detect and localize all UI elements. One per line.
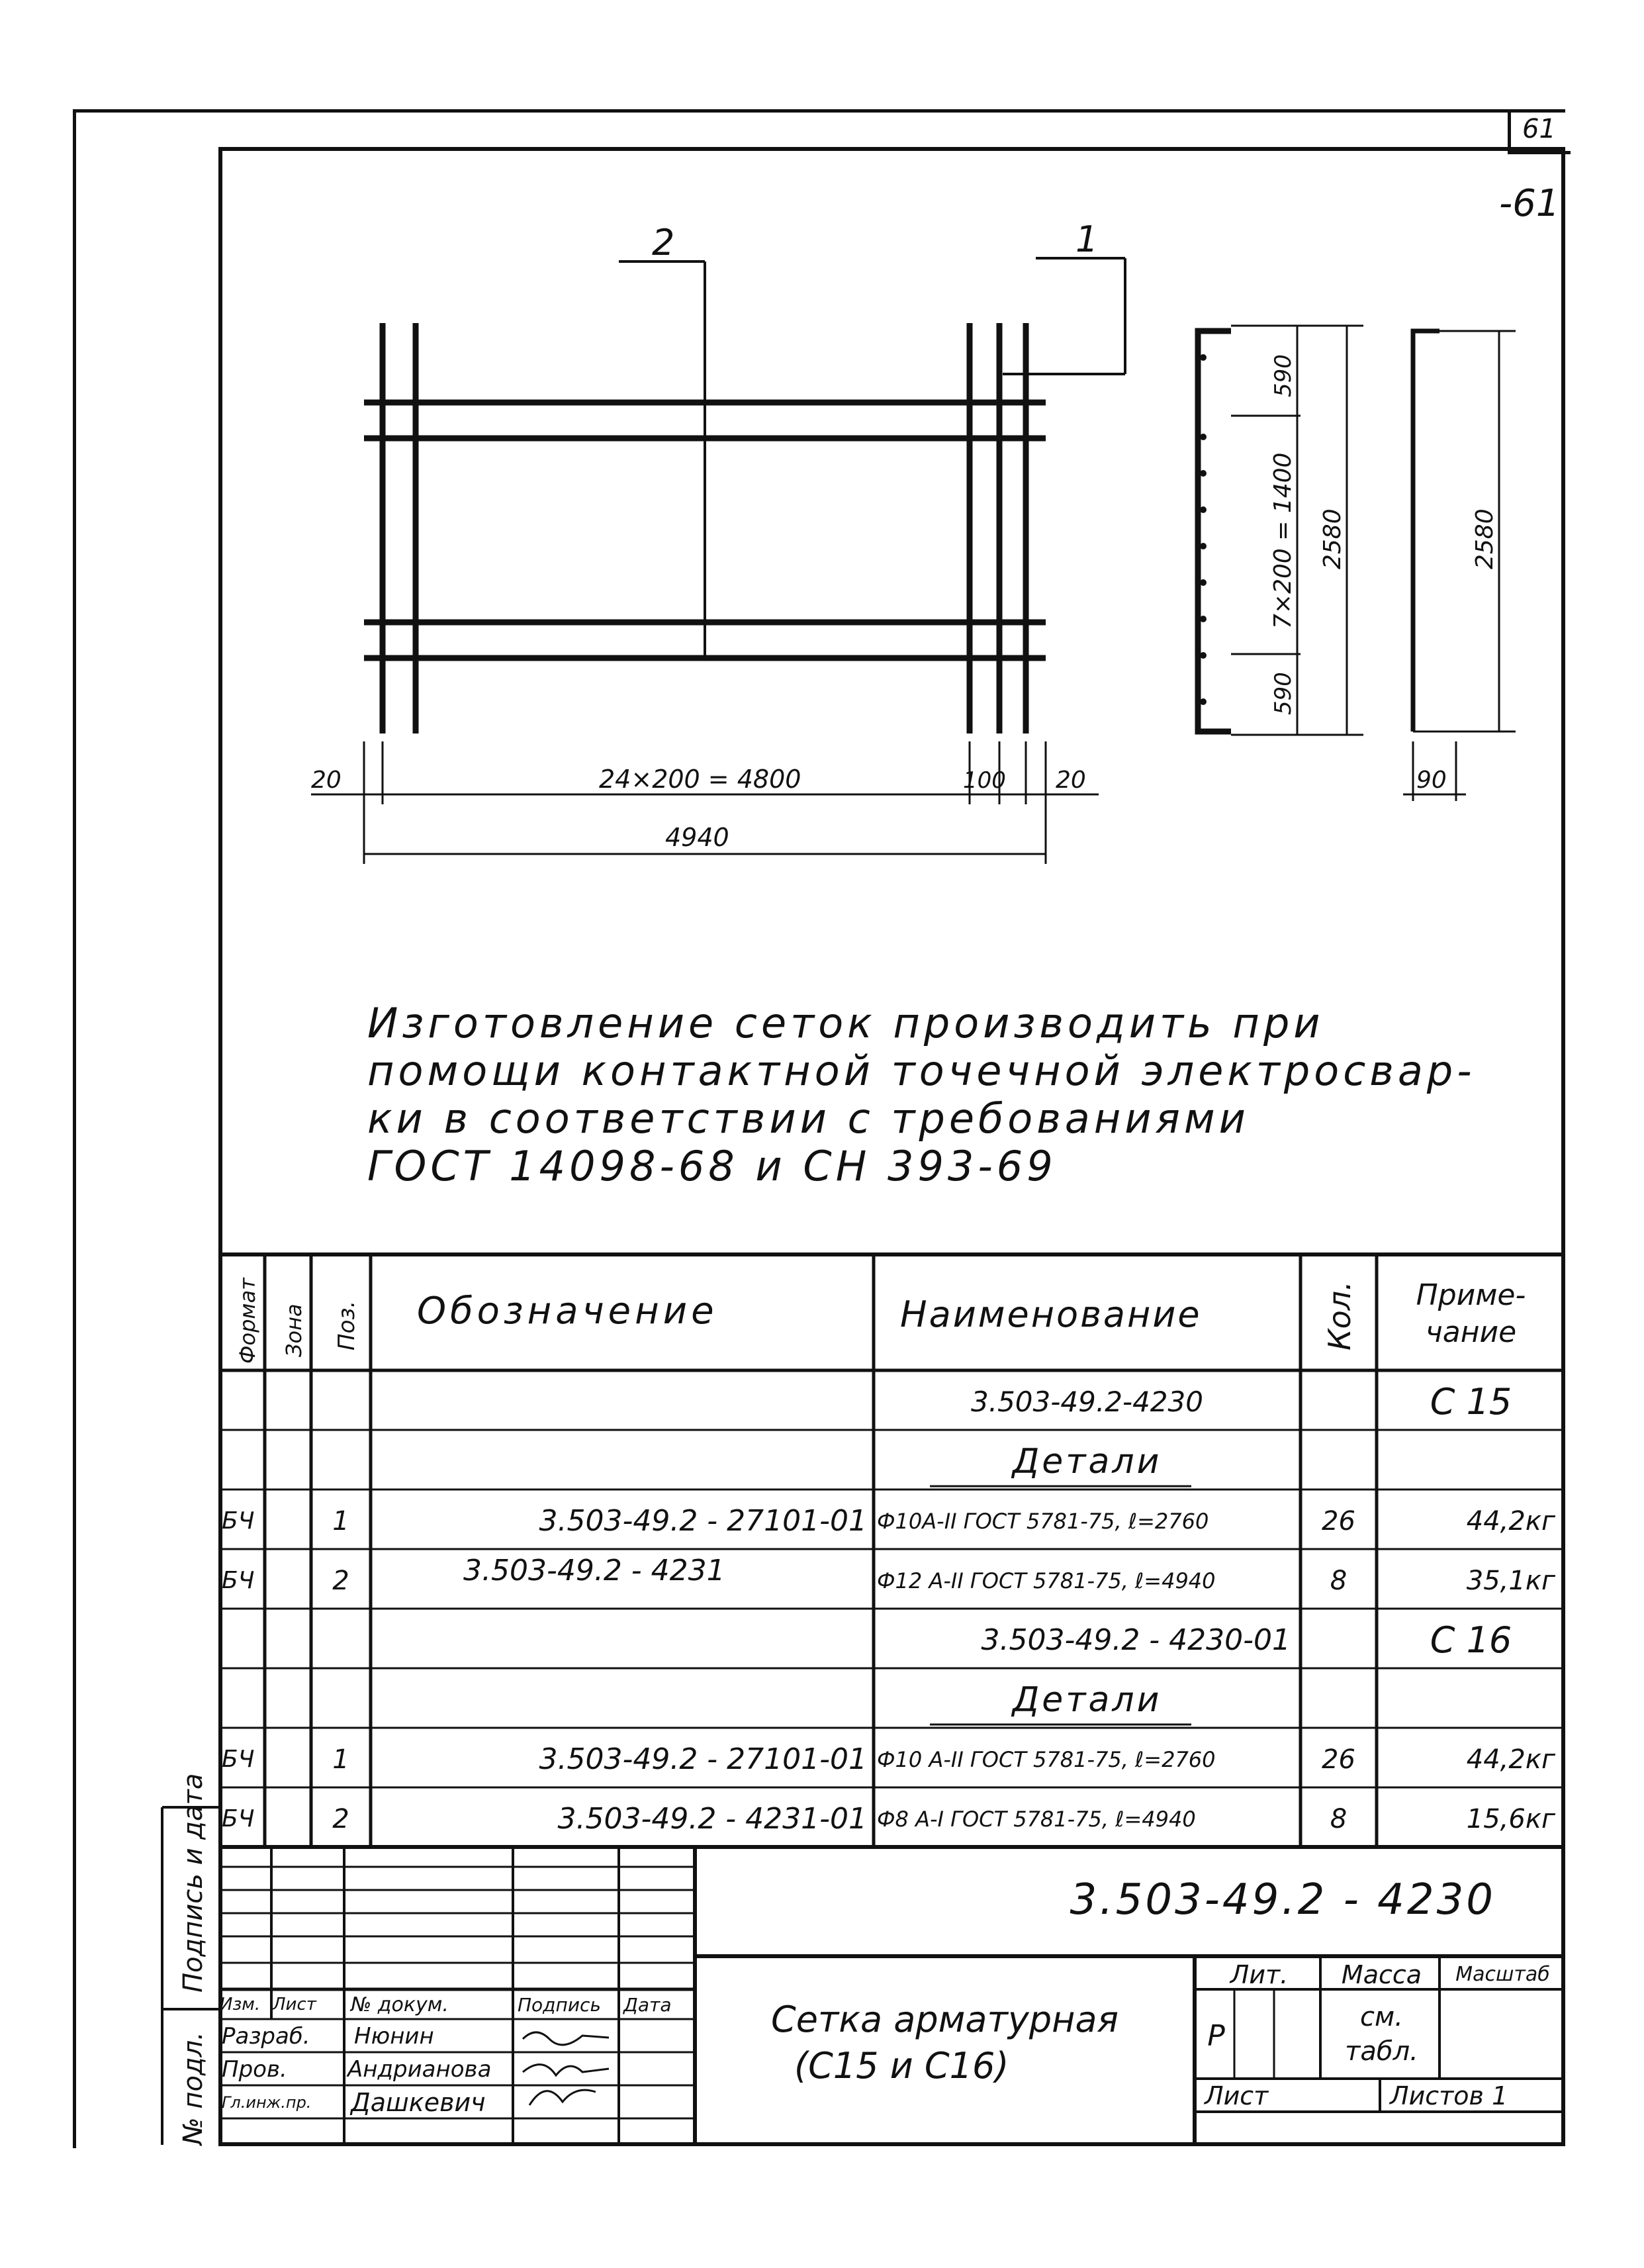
side-label-sign-date: Подпись и дата — [178, 1773, 208, 1993]
col-date: Дата — [623, 1993, 672, 2016]
row-qty: 8 — [1330, 1803, 1347, 1834]
row-name: 3.503-49.2-4230 — [971, 1386, 1203, 1418]
doc-number: 3.503-49.2 - 4230 — [1070, 1875, 1496, 1924]
row-name: Ф8 А-I ГОСТ 5781-75, ℓ=4940 — [877, 1806, 1196, 1832]
role-checker: Пров. — [222, 2055, 287, 2083]
row-designation: 3.503-49.2 - 27101-01 — [539, 1504, 867, 1538]
row-format: БЧ — [222, 1805, 255, 1832]
mass-value: см. табл. — [1345, 2001, 1418, 2067]
row-pos: 2 — [332, 1803, 349, 1834]
row-designation: 3.503-49.2 - 4231-01 — [557, 1802, 867, 1836]
row-pos: 2 — [332, 1565, 349, 1596]
page-number: 61 — [1522, 114, 1556, 144]
note-line-3: ки в соответствии с требованиями — [367, 1094, 1250, 1143]
corner-note: -61 — [1499, 182, 1560, 225]
callout-pos1: 1 — [1075, 218, 1099, 260]
note-line-1: Изготовление сеток производить при — [367, 999, 1324, 1047]
row-designation: 3.503-49.2 - 4231 — [463, 1554, 725, 1587]
col-sign: Подпись — [518, 1993, 601, 2016]
row-pos: 1 — [332, 1505, 349, 1536]
header-pos: Поз. — [334, 1300, 360, 1350]
row-qty: 26 — [1322, 1505, 1355, 1536]
row-note: 15,6кг — [1466, 1803, 1555, 1834]
dim-main-span: 24×200 = 4800 — [599, 765, 801, 794]
row-designation: 3.503-49.2 - 27101-01 — [539, 1742, 867, 1776]
scale-label: Масштаб — [1455, 1963, 1550, 1986]
drawing-title-line2: (С15 и С16) — [794, 2044, 1009, 2087]
callout-pos2: 2 — [652, 222, 675, 263]
row-name: Ф10 А-II ГОСТ 5781-75, ℓ=2760 — [877, 1746, 1216, 1772]
header-designation: Обозначение — [417, 1289, 718, 1333]
row-name: Ф12 А-II ГОСТ 5781-75, ℓ=4940 — [877, 1568, 1216, 1593]
name-checker: Андрианова — [347, 2055, 492, 2083]
dim-upper-590: 590 — [1270, 354, 1297, 397]
header-note: Приме-чание — [1416, 1278, 1526, 1349]
header-qty: Кол. — [1322, 1281, 1357, 1350]
row-name: Детали — [1012, 1441, 1162, 1482]
dim-middle-span: 7×200 = 1400 — [1269, 452, 1297, 629]
sheet-label: Лист — [1205, 2081, 1269, 2110]
role-developer: Разраб. — [222, 2022, 310, 2050]
row-format: БЧ — [222, 1567, 255, 1594]
role-chief-engineer: Гл.инж.пр. — [222, 2093, 312, 2112]
signatures — [516, 2019, 616, 2118]
row-note: С 15 — [1430, 1381, 1512, 1423]
side-label-orig: № подл. — [178, 2032, 208, 2145]
dim-hook-90: 90 — [1416, 767, 1447, 794]
row-qty: 26 — [1322, 1744, 1355, 1775]
dim-gap-100: 100 — [963, 767, 1006, 794]
header-format: Формат — [235, 1278, 260, 1364]
name-chief-engineer: Дашкевич — [351, 2087, 486, 2117]
row-name: Ф10А-II ГОСТ 5781-75, ℓ=2760 — [877, 1508, 1209, 1534]
header-zone: Зона — [281, 1303, 306, 1357]
lit-label: Лит. — [1230, 1960, 1289, 1989]
dim-height-a: 2580 — [1319, 508, 1346, 569]
row-qty: 8 — [1330, 1565, 1347, 1596]
row-note: 44,2кг — [1466, 1505, 1555, 1536]
mass-label: Масса — [1341, 1960, 1422, 1989]
col-list: Лист — [273, 1995, 316, 2014]
lit-value: Р — [1207, 2018, 1225, 2053]
row-note: 35,1кг — [1466, 1565, 1555, 1596]
name-developer: Нюнин — [354, 2022, 434, 2050]
col-doc: № докум. — [351, 1993, 449, 2016]
dim-height-b: 2580 — [1471, 508, 1498, 569]
dim-left-gap: 20 — [311, 767, 342, 794]
note-line-2: помощи контактной точечной электросвар- — [367, 1047, 1476, 1095]
row-name: 3.503-49.2 - 4230-01 — [981, 1623, 1291, 1657]
dim-overall: 4940 — [665, 823, 729, 852]
dim-lower-590: 590 — [1270, 672, 1297, 715]
row-format: БЧ — [222, 1507, 255, 1535]
col-izm: Изм. — [220, 1995, 261, 2014]
row-format: БЧ — [222, 1746, 255, 1773]
drawing-title-line1: Сетка арматурная — [771, 1998, 1119, 2040]
row-pos: 1 — [332, 1744, 349, 1775]
note-line-4: ГОСТ 14098-68 и СН 393-69 — [367, 1142, 1057, 1190]
row-note: 44,2кг — [1466, 1744, 1555, 1775]
row-name: Детали — [1012, 1679, 1162, 1720]
dim-gap-20: 20 — [1056, 767, 1086, 794]
row-note: С 16 — [1430, 1619, 1512, 1661]
sheets-label: Листов 1 — [1390, 2081, 1508, 2110]
header-name: Наименование — [900, 1293, 1202, 1335]
